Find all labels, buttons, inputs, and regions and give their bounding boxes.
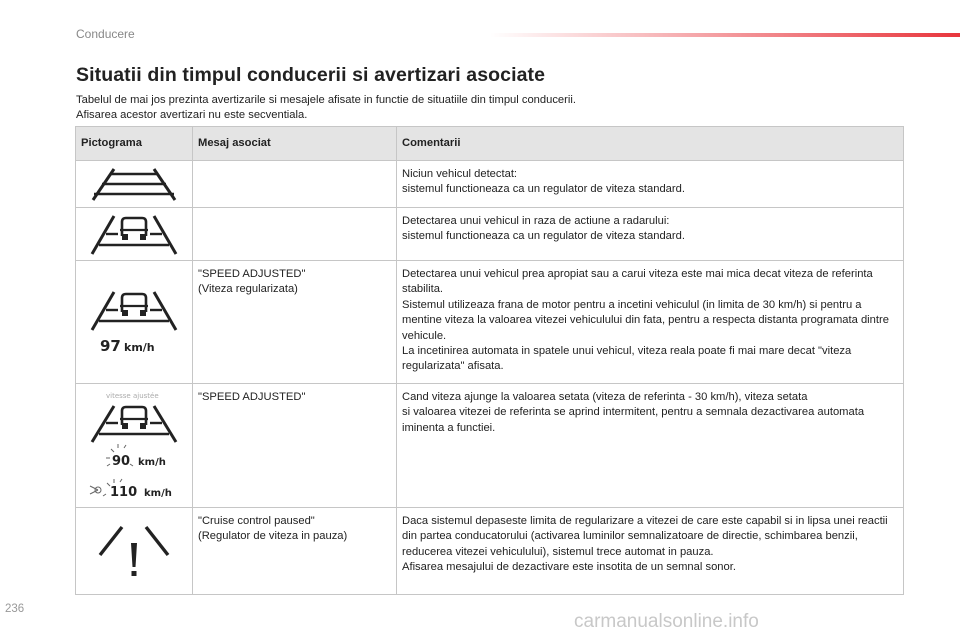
pictogram-cell [76, 261, 193, 384]
table-header-row [76, 127, 904, 161]
message-cell: "SPEED ADJUSTED" (Viteza regularizata) [193, 261, 397, 384]
page-title: Situatii din timpul conducerii si avertizari asociate [76, 64, 546, 86]
comment-cell: Niciun vehicul detectat: sistemul functioneaza ca un regulator de viteza standard. [397, 161, 904, 208]
table-row [76, 508, 904, 595]
section-label: Conducere [76, 27, 135, 41]
pictogram-cell [76, 161, 193, 208]
icon-speed-value: 97 [100, 337, 121, 355]
warnings-table [75, 126, 904, 595]
table-row [76, 161, 904, 208]
cruise-paused-warning-icon [84, 521, 184, 581]
lanes-icon [84, 166, 184, 202]
header-message: Mesaj asociat [193, 127, 397, 161]
message-cell: "SPEED ADJUSTED" [193, 384, 397, 508]
page-number: 236 [5, 603, 25, 615]
header-pictogram: Pictograma [76, 127, 193, 161]
comment-cell: Detectarea unui vehicul in raza de actiune a radarului: sistemul functioneaza ca un regulator de viteza standard. [397, 208, 904, 261]
icon-speed-ref-value: 110 [110, 484, 138, 500]
comment-cell: Cand viteza ajunge la valoarea setata (viteza de referinta - 30 km/h), viteza setata si valoarea vitezei de referinta se aprind intermitent, pentru a semnala dezactivarea automata iminenta a functiei. [397, 384, 904, 508]
message-cell [193, 208, 397, 261]
speed-adjusted-flashing-icon [84, 390, 184, 502]
table-row [76, 384, 904, 508]
icon-speed-unit: km/h [124, 341, 155, 354]
icon-caption: vitesse ajustée [106, 391, 159, 400]
header-comments: Comentarii [397, 127, 904, 161]
icon-speed-value: 90 [112, 453, 131, 469]
intro-text [76, 93, 576, 123]
vehicle-speed-icon [84, 288, 184, 356]
table-row [76, 208, 904, 261]
vehicle-ahead-icon [84, 212, 184, 256]
message-cell: "Cruise control paused" (Regulator de viteza in pauza) [193, 508, 397, 595]
watermark: carmanualsonline.info [574, 611, 759, 632]
icon-speed-unit: km/h [138, 456, 166, 468]
message-cell [193, 161, 397, 208]
intro-line-2: Afisarea acestor avertizari nu este secventiala. [76, 109, 308, 121]
comment-cell: Detectarea unui vehicul prea apropiat sau a carui viteza este mai mica decat viteza de referinta stabilita. Sistemul utilizeaza frana de motor pentru a incetini vehiculul (in limita de 30 km/h) si pentru a mentine viteza la valoarea vitezei vehiculului din fata, pentru a respecta distanta programata dintre vehicule. La incetinirea automata in spatele unui vehicul, viteza reala poate fi mai mare decat "viteza regularizata" afisata. [397, 261, 904, 384]
pictogram-cell [76, 208, 193, 261]
icon-speed-ref-unit: km/h [144, 487, 172, 499]
header-accent-bar [490, 33, 960, 37]
pictogram-cell [76, 508, 193, 595]
comment-cell: Daca sistemul depaseste limita de regularizare a vitezei de care este capabil si in lipsa unei reactii din partea conducatorului (activarea luminilor semnalizatoare de directie, schimbarea benzii, reducerea vitezei vehiculului), sistemul trece automat in pauza. Afisarea mesajului de dezactivare este insotita de un semnal sonor. [397, 508, 904, 595]
intro-line-1: Tabelul de mai jos prezinta avertizarile si mesajele afisate in functie de situatiile din timpul conducerii. [76, 94, 576, 106]
pictogram-cell [76, 384, 193, 508]
table-row [76, 261, 904, 384]
